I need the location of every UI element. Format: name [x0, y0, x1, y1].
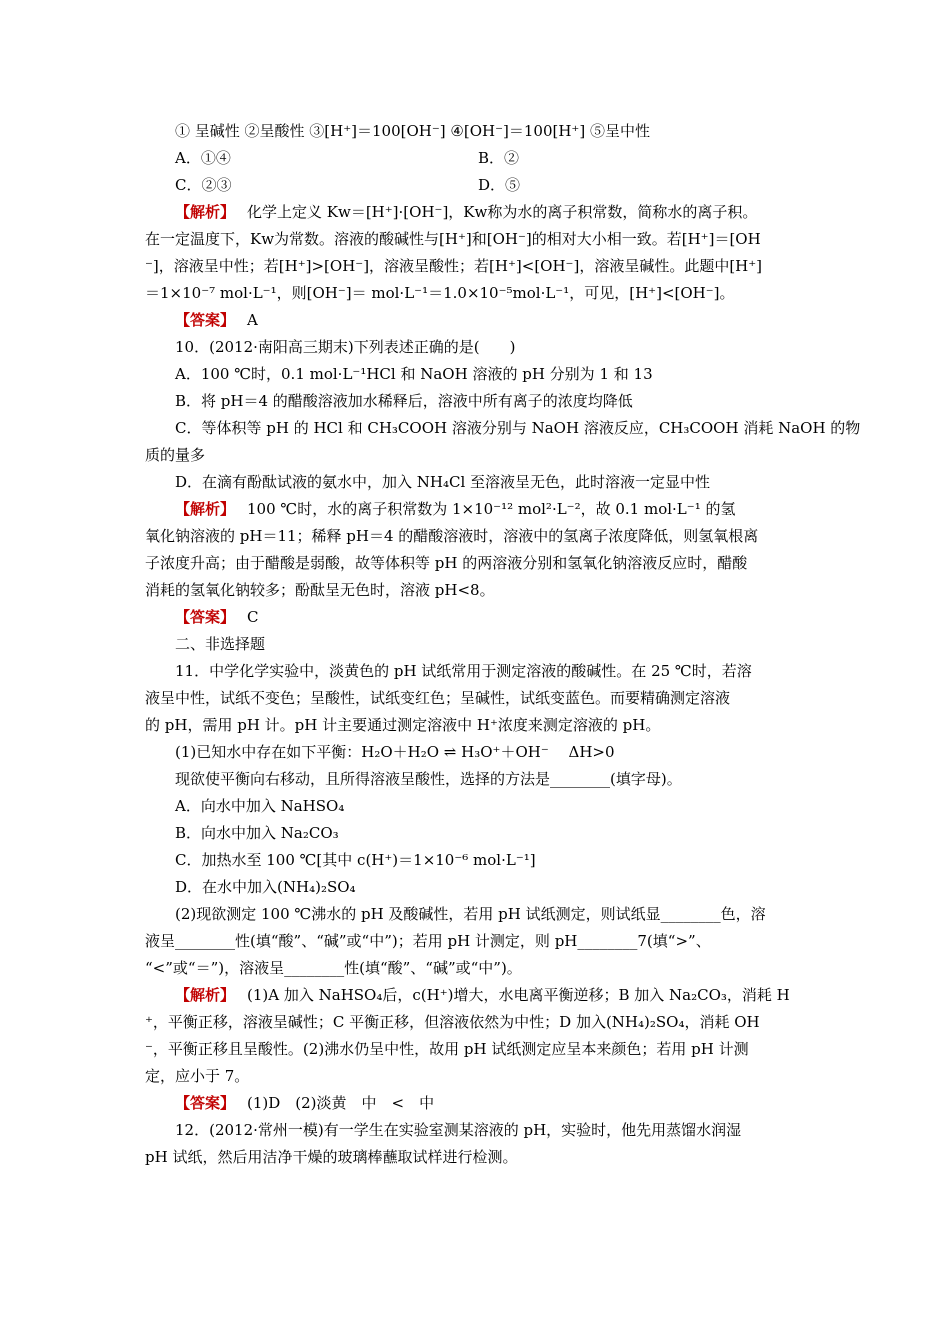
text-line: [145, 712, 813, 739]
text-line: [145, 982, 813, 1009]
text-line: [145, 928, 813, 955]
section-tag: 【答案】: [175, 608, 236, 626]
line-text: 质的量多: [145, 446, 206, 464]
section-tag: 【解析】: [175, 203, 236, 221]
text-line: [145, 415, 861, 442]
line-text: A．100 ℃时，0.1 mol·L⁻¹HCl 和 NaOH 溶液的 pH 分别为 1 和 13: [175, 365, 653, 383]
text-line: [145, 604, 813, 631]
line-text: 化学上定义 Kw＝[H⁺]·[OH⁻]，Kw称为水的离子积常数，简称水的离子积。: [247, 203, 758, 221]
text-line: [145, 469, 813, 496]
line-text: C．等体积等 pH 的 HCl 和 CH₃COOH 溶液分别与 NaOH 溶液反应，CH₃COOH 消耗 NaOH 的物: [175, 419, 861, 437]
text-line: [145, 820, 813, 847]
text-line: [145, 1090, 813, 1117]
line-text: 10．(2012·南阳高三期末)下列表述正确的是( ): [175, 338, 516, 356]
line-text: C．加热水至 100 ℃[其中 c(H⁺)＝1×10⁻⁶ mol·L⁻¹]: [175, 851, 536, 869]
text-line: [145, 550, 813, 577]
line-text: ⁻，平衡正移且呈酸性。(2)沸水仍呈中性，故用 pH 试纸测定应呈本来颜色；若用 pH 计测: [145, 1040, 749, 1058]
text-line: [145, 1144, 813, 1171]
line-text: 液呈________性(填“酸”、“碱”或“中”)；若用 pH 计测定，则 pH________7(填“>”、: [145, 932, 711, 950]
text-line: [145, 1063, 813, 1090]
option-left: A．①④: [175, 149, 231, 167]
text-line: [145, 739, 813, 766]
line-text: 二、非选择题: [175, 635, 266, 653]
text-line: [145, 658, 813, 685]
text-line: [145, 172, 813, 199]
section-tag: 【解析】: [175, 500, 236, 518]
line-text: 消耗的氢氧化钠较多；酚酞呈无色时，溶液 pH<8。: [145, 581, 495, 599]
text-line: [145, 226, 813, 253]
line-text: B．将 pH＝4 的醋酸溶液加水稀释后，溶液中所有离子的浓度均降低: [175, 392, 633, 410]
text-line: [145, 118, 813, 145]
line-text: B．向水中加入 Na₂CO₃: [175, 824, 339, 842]
line-text: (2)现欲测定 100 ℃沸水的 pH 及酸碱性，若用 pH 试纸测定，则试纸显________色，溶: [175, 905, 766, 923]
line-text: 11．中学化学实验中，淡黄色的 pH 试纸常用于测定溶液的酸碱性。在 25 ℃时，若溶: [175, 662, 752, 680]
text-line: [145, 442, 813, 469]
line-text: 的 pH，需用 pH 计。pH 计主要通过测定溶液中 H⁺浓度来测定溶液的 pH。: [145, 716, 661, 734]
text-line: [145, 145, 813, 172]
text-line: [145, 334, 813, 361]
text-line: [145, 1009, 813, 1036]
text-line: [145, 199, 813, 226]
option-left: C．②③: [175, 176, 232, 194]
line-text: 氧化钠溶液的 pH＝11；稀释 pH＝4 的醋酸溶液时，溶液中的氢离子浓度降低，则氢氧根离: [145, 527, 759, 545]
line-text: ⁻]，溶液呈中性；若[H⁺]>[OH⁻]，溶液呈酸性；若[H⁺]<[OH⁻]，溶液呈碱性。此题中[H⁺]: [145, 257, 763, 275]
option-right: B．②: [478, 149, 520, 167]
text-line: [145, 361, 813, 388]
text-line: [145, 307, 813, 334]
line-text: C: [247, 608, 259, 626]
line-text: ⁺，平衡正移，溶液呈碱性；C 平衡正移，但溶液依然为中性；D 加入(NH₄)₂SO₄，消耗 OH: [145, 1013, 760, 1031]
text-line: [145, 631, 813, 658]
text-line: [145, 1117, 813, 1144]
line-text: 100 ℃时，水的离子积常数为 1×10⁻¹² mol²·L⁻²，故 0.1 mol·L⁻¹ 的氢: [247, 500, 736, 518]
line-text: (1)D (2)淡黄 中 < 中: [247, 1094, 435, 1112]
text-line: [145, 577, 813, 604]
line-text: A: [247, 311, 258, 329]
text-line: [145, 388, 813, 415]
line-text: D．在水中加入(NH₄)₂SO₄: [175, 878, 356, 896]
text-line: [145, 793, 813, 820]
text-line: [145, 766, 813, 793]
line-text: 现欲使平衡向右移动，且所得溶液呈酸性，选择的方法是________(填字母)。: [175, 770, 682, 788]
text-line: [145, 685, 813, 712]
line-text: (1)已知水中存在如下平衡：H₂O＋H₂O ⇌ H₃O⁺＋OH⁻ ΔH>0: [175, 743, 615, 761]
line-text: 12．(2012·常州一模)有一学生在实验室测某溶液的 pH，实验时，他先用蒸馏水润湿: [175, 1121, 742, 1139]
text-line: [145, 955, 813, 982]
line-text: 定，应小于 7。: [145, 1067, 250, 1085]
section-tag: 【答案】: [175, 1094, 236, 1112]
document-page: [145, 118, 861, 1171]
text-line: [145, 496, 813, 523]
section-tag: 【答案】: [175, 311, 236, 329]
text-line: [145, 523, 813, 550]
line-text: ① 呈碱性 ②呈酸性 ③[H⁺]＝100[OH⁻] ④[OH⁻]＝100[H⁺] ⑤呈中性: [175, 122, 650, 140]
line-text: “<”或“＝”)，溶液呈________性(填“酸”、“碱”或“中”)。: [145, 959, 522, 977]
line-text: ＝1×10⁻⁷ mol·L⁻¹，则[OH⁻]＝ mol·L⁻¹＝1.0×10⁻⁵mol·L⁻¹，可见，[H⁺]<[OH⁻]。: [145, 284, 735, 302]
line-text: 液呈中性，试纸不变色；呈酸性，试纸变红色；呈碱性，试纸变蓝色。而要精确测定溶液: [145, 689, 731, 707]
section-tag: 【解析】: [175, 986, 236, 1004]
line-text: D．在滴有酚酞试液的氨水中，加入 NH₄Cl 至溶液呈无色，此时溶液一定显中性: [175, 473, 711, 491]
line-text: A．向水中加入 NaHSO₄: [175, 797, 345, 815]
line-text: 子浓度升高；由于醋酸是弱酸，故等体积等 pH 的两溶液分别和氢氧化钠溶液反应时，醋酸: [145, 554, 748, 572]
line-text: (1)A 加入 NaHSO₄后，c(H⁺)增大，水电离平衡逆移；B 加入 Na₂CO₃，消耗 H: [247, 986, 790, 1004]
line-text: pH 试纸，然后用洁净干燥的玻璃棒蘸取试样进行检测。: [145, 1148, 518, 1166]
text-line: [145, 253, 813, 280]
text-line: [145, 901, 813, 928]
line-text: 在一定温度下，Kw为常数。溶液的酸碱性与[H⁺]和[OH⁻]的相对大小相一致。若[H⁺]＝[OH: [145, 230, 761, 248]
text-line: [145, 847, 813, 874]
text-line: [145, 1036, 813, 1063]
text-line: [145, 280, 813, 307]
text-line: [145, 874, 813, 901]
option-right: D．⑤: [478, 176, 521, 194]
